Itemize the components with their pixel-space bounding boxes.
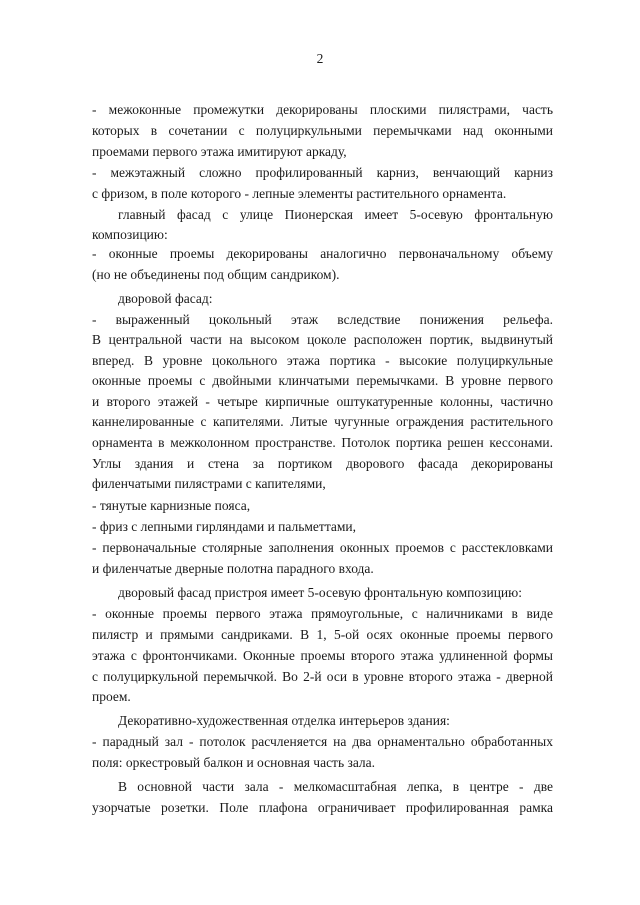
text-line: - выраженный цокольный этаж вследствие понижения рельефа.	[92, 312, 553, 327]
text-line: - первоначальные столярные заполнения оконных проемов с расстекловками	[92, 540, 553, 555]
text-line: филенчатыми пилястрами с капителями,	[92, 476, 326, 491]
text-line: дворовый фасад пристроя имеет 5-осевую фронтальную композицию:	[118, 585, 522, 600]
text-line: этажа с фронтончиками. Оконные проемы второго этажа удлиненной формы	[92, 648, 553, 663]
text-line: проем.	[92, 689, 131, 704]
text-line: - тянутые карнизные пояса,	[92, 498, 251, 513]
text-line: Декоративно-художественная отделка интерьеров здания:	[118, 713, 450, 728]
text-line: В основной части зала - мелкомасштабная лепка, в центре - две	[118, 779, 553, 794]
text-line: узорчатые розетки. Поле плафона ограничивает профилированная рамка	[92, 800, 553, 815]
text-line: и второго этажей - четыре кирпичные оштукатуренные колонны, частично	[92, 394, 553, 409]
text-line: оконные проемы с двойными клинчатыми перемычками. В уровне первого	[92, 373, 553, 388]
text-line: - оконные проемы первого этажа прямоугольные, с наличниками в виде	[92, 606, 553, 621]
text-line: - фриз с лепными гирляндами и пальметтами,	[92, 519, 357, 534]
text-line: - межэтажный сложно профилированный карниз, венчающий карниз	[92, 165, 553, 180]
text-line: и филенчатые дверные полотна парадного входа.	[92, 561, 374, 576]
text-line: (но не объединены под общим сандриком).	[92, 267, 340, 282]
text-line: вперед. В уровне цокольного этажа портика - высокие полуциркульные	[92, 353, 553, 368]
text-line: - оконные проемы декорированы аналогично первоначальному объему	[92, 246, 553, 261]
text-line: Углы здания и стена за портиком дворового фасада декорированы	[92, 456, 553, 471]
text-line: композицию:	[92, 227, 168, 242]
text-line: с полуциркульной перемычкой. Во 2-й оси в уровне второго этажа - дверной	[92, 669, 553, 684]
text-line: проемами первого этажа имитируют аркаду,	[92, 144, 347, 159]
text-line: орнамента в межколонном пространстве. Потолок портика решен кессонами.	[92, 435, 553, 450]
text-line: дворовой фасад:	[118, 291, 213, 306]
text-line: которых в сочетании с полуциркульными перемычками над оконными	[92, 123, 553, 138]
text-line: - межоконные промежутки декорированы плоскими пилястрами, часть	[92, 102, 553, 117]
text-line: пилястр и прямыми сандриками. В 1, 5-ой осях оконные проемы первого	[92, 627, 553, 642]
text-line: главный фасад с улице Пионерская имеет 5-осевую фронтальную	[118, 207, 553, 222]
text-line: каннелированные с капителями. Литые чугунные ограждения растительного	[92, 414, 553, 429]
text-line: В центральной части на высоком цоколе расположен портик, выдвинутый	[92, 332, 553, 347]
text-line: - парадный зал - потолок расчленяется на два орнаментально обработанных	[92, 734, 553, 749]
text-line: с фризом, в поле которого - лепные элементы растительного орнамента.	[92, 186, 507, 201]
page-number: 2	[316, 51, 324, 66]
text-line: поля: оркестровый балкон и основная часть зала.	[92, 755, 376, 770]
